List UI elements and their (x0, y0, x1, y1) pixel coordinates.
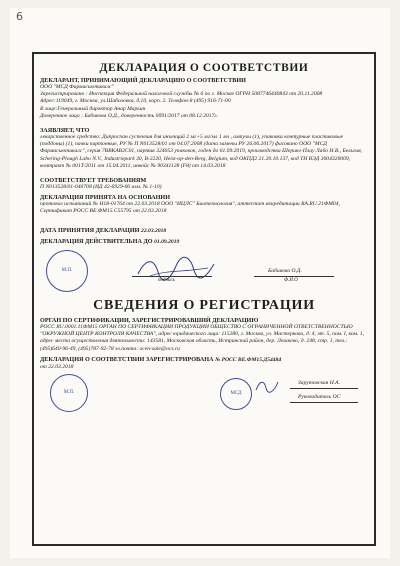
company-stamp: МСД (220, 378, 252, 410)
registered-label: ДЕКЛАРАЦИЯ О СООТВЕТСТВИИ ЗАРЕГИСТРИРОВАНА (40, 355, 214, 363)
head-line (290, 388, 358, 389)
handwritten-signature (136, 254, 216, 282)
declarant-line: Адрес:119049, г. Москва, ул.Шаболовка, д.10, корп. 2. Телефон:8 (495) 916-71-00 (40, 98, 231, 105)
corner-handwritten-mark: 6 (16, 10, 23, 23)
registration-text: РОСС RU.0001.11ФМ15 ОРГАН ПО СЕРТИФИКАЦИИ ПРОДУКЦИИ ОБЩЕСТВО С ОГРАНИЧЕННОЙ ОТВЕТСТВЕННОСТЬЮ "ОКРУЖНОЙ ЦЕНТР КОНТРОЛЯ КАЧЕСТВА", адрес юридического лица: 115280, г. Москва, ул. Мастеркова, д. 4, эт. 5, пом. I, ком. 1, адрес места осуществления деятельности: 143581, Московская область, Истринский район, дер. Лешково, д. 248, стр. 1, тел.: (495)640-96-49, (495)787-92-78 эл.почта: ocen-sale@ocs.ru (40, 324, 365, 352)
registered-date: от 22.03.2018 (40, 364, 74, 371)
declarant-line: Доверенное лицо : Бабикова О.Д., доверенность 0091/2017 от 08.12.2017г. (40, 112, 218, 119)
validity-date: 01.09.2019 (154, 238, 180, 245)
registration-title: СВЕДЕНИЯ О РЕГИСТРАЦИИ (93, 298, 315, 314)
head-name: Зарутовская Н.А. (298, 380, 340, 387)
declarant-stamp: М.П. (46, 250, 88, 292)
head-signature (254, 378, 280, 394)
declaration-frame (32, 52, 376, 546)
declarant-line: В лице:Генеральный директор Анар Марьин (40, 105, 146, 112)
head-caption: Руководитель ОС (298, 394, 341, 401)
signer-caption: Ф.И.О (284, 278, 298, 284)
declaration-body (40, 60, 368, 418)
acceptance-label: ДАТА ПРИНЯТИЯ ДЕКЛАРАЦИИ (40, 226, 140, 234)
declaration-title: ДЕКЛАРАЦИЯ О СООТВЕТСТВИИ (99, 62, 309, 74)
acceptance-date: 22.03.2018 (141, 227, 167, 234)
head-caption-line (290, 402, 358, 403)
declarant-line: ООО "МСД Фармасьютикалс" (40, 84, 114, 90)
registered-row (40, 356, 368, 364)
acceptance-date-row (40, 227, 368, 235)
certification-stamp: М.П. (50, 374, 88, 412)
basis-header: ДЕКЛАРАЦИЯ ПРИНЯТА НА ОСНОВАНИИ (40, 194, 171, 202)
registration-signature-row (40, 374, 368, 418)
declarant-line: Зарегистрировано : Инспекция Федеральной налоговой службы № 6 по г. Москве ОГРН 5087746440843 от 20.11.2008 (40, 91, 323, 98)
registered-number: № РОСС ВЕ.ФМ15.Д54484 (215, 356, 282, 363)
signer-line (254, 276, 334, 277)
signature-line (132, 276, 212, 277)
claims-header: ЗАЯВЛЯЕТ, ЧТО (40, 127, 90, 135)
signature-caption: подпись (158, 278, 175, 284)
declarant-header: ДЕКЛАРАНТ, ПРИНИМАЮЩИЙ ДЕКЛАРАЦИЮ О СООТВЕТСТВИИ (40, 77, 246, 84)
validity-date-row (40, 238, 368, 246)
basis-text: протокол испытаний № Н18-01764 от 22.03.2018 ООО "ИЦЛС" Биотехнология", аттестат аккредитации RA.RU.21ФМ04, Сертификат РОСС ВЕ.ФМ15.С55795 от 22.03.2018 (40, 201, 340, 215)
document-page (10, 8, 390, 558)
signer-name: Бабикова О.Д. (268, 268, 302, 275)
requirements-text: П N013528/01-040708 (ИД 42-6929-06 изм. № 1-10) (40, 184, 162, 191)
signature-row (40, 250, 368, 296)
registration-header: ОРГАН ПО СЕРТИФИКАЦИИ, ЗАРЕГИСТРИРОВАВШИЙ ДЕКЛАРАЦИЮ (40, 317, 259, 325)
requirements-header: СООТВЕТСТВУЕТ ТРЕБОВАНИЯМ (40, 177, 147, 185)
claims-text: лекарственное средство: Дипроспан суспензия для инъекций 2 мг+5 мг/мл 1 мл , ампулы (1), упаковки контурные пластиковые (поддоны) (1), пачки картонные, РУ № П N013528/01 от 04.07.2008 (дата замены РУ 26.06.2017) фасовано ООО "МСД Фармасьютикалс", серия 7BBKAB2C01, партия 324053 упаковок, годен до 01.09.2019, производства Шеринг-Плау Лабо Н.В., Бельгия, Schering-Plough Labo N.V., Industriepark 30, B-2220, Heist-op-den-Berg, Belgium, код ОКПД2 21.20.10.137, код ТН ВЭД 3004320009, контракт № 001T/2011 от 15.04.2011, инвойс № 90341128 (F8) от 14.03.2018 (40, 134, 363, 169)
validity-label: ДЕКЛАРАЦИЯ ДЕЙСТВИТЕЛЬНА ДО (40, 237, 153, 245)
